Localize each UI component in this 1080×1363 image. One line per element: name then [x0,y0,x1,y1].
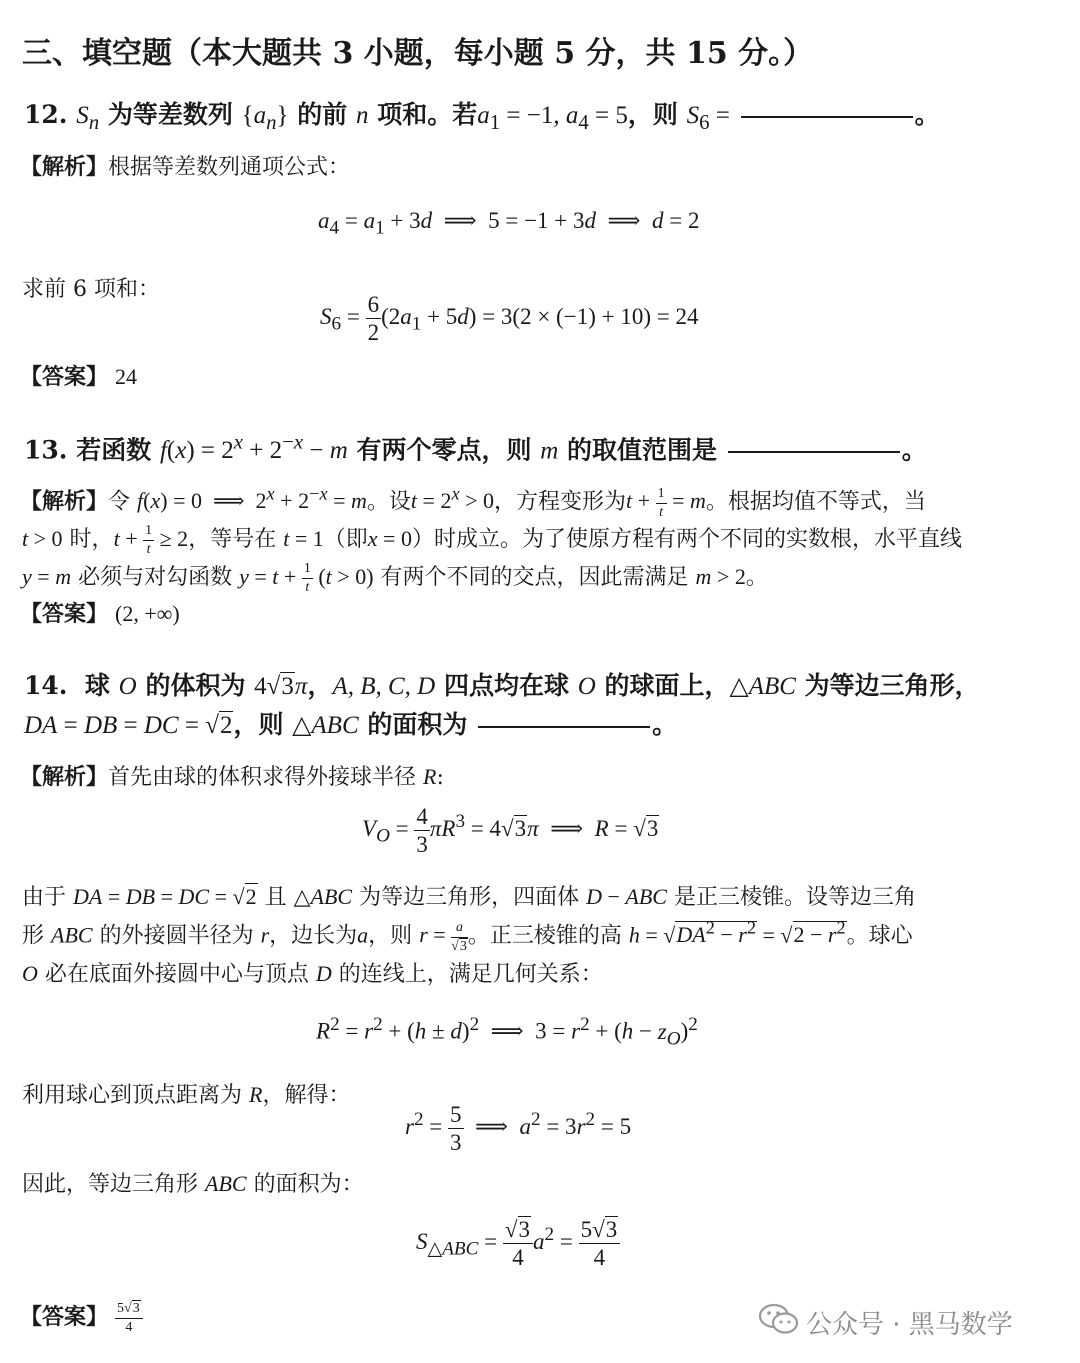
question-13: 13. 若函数 $f(x) = 2^x + 2^{-x} - m$ 有两个零点，则 m 的取值范围是 。 [24,430,927,465]
section-title: 三、填空题（本大题共 3 小题，每小题 5 分，共 15 分。） [22,36,814,71]
question-number: 12. [24,100,68,129]
wechat-icon [758,1302,800,1336]
analysis-line: t > 0 时，t + $\frac{1}{t}$ ≥ 2，等号在 t = 1（即x = 0）时成立。为了使原方程有两个不同的实数根，水平直线 [22,523,962,558]
formula-common-difference: $a_4 = a_1 + 3d$ ⟹ 5 = −1 + 3d ⟹ d = 2 [318,208,700,239]
analysis-label: 【解析】 [20,154,109,180]
analysis-line: O 必在底面外接圆中心与顶点 D 的连线上，满足几何关系： [22,961,603,987]
answer-blank [728,450,900,453]
answer-label: 【答案】 [20,364,109,390]
formula-sum: $S_6$ = $\frac{6}{2}$ $(2a_1 + 5d) = 3(2 \times (-1) + 10) = 24$ [320,292,699,345]
answer-value: $\frac{5√3}{4}$ [115,1302,143,1335]
analysis-line: 【解析】首先由球的体积求得外接球半径 R: [20,764,444,790]
answer-line [20,360,137,391]
formula-sphere-volume: $V_O$ = $\frac{4}{3}$ $\pi R^3 = 4√3\pi$ ⟹ R = √3 [362,804,659,857]
answer-line [20,1300,143,1335]
answer-line [20,597,180,628]
analysis-line: y = m 必须与对勾函数 y = t + $\frac{1}{t}$ (t > 0) 有两个不同的交点，因此需满足 m > 2。 [22,561,768,596]
question-14: 14. 球 O 的体积为 4√3π，A, B, C, D 四点均在球 O 的球面上，△ABC 为等边三角形， [24,671,980,700]
watermark-text: 公众号 · 黑马数学 [806,1310,1013,1340]
answer-label: 【答案】 [20,1304,109,1330]
answer-blank [478,725,650,728]
answer-value: (2, +∞) [115,601,180,626]
analysis-line: 因此，等边三角形 ABC 的面积为： [22,1171,364,1197]
analysis-line: 【解析】根据等差数列通项公式： [20,154,351,180]
answer-blank [741,115,913,118]
question-number: 14. [24,671,68,700]
analysis-line: 【解析】令 f(x) = 0 ⟹ $2^x + 2^{-x} = m$。设$t = 2^x > 0$，方程变形为t + $\frac{1}{t}$ = m。根据均值不等式，当 [20,484,926,520]
answer-label: 【答案】 [20,601,109,627]
question-14-line-2: DA = DB = DC = √2，则 △ABC 的面积为 。 [24,710,678,739]
question-number: 13. [24,435,68,465]
formula-area: $S_{\triangle ABC}$ = $\frac{√3}{4}$ $a^2$ = $\frac{5√3}{4}$ [416,1218,620,1269]
analysis-label: 【解析】 [20,488,109,515]
analysis-line: 由于 DA = DB = DC = √2 且 △ABC 为等边三角形，四面体 D − ABC 是正三棱锥。设等边三角 [22,884,916,910]
question-12: 12. $S_n$ 为等差数列 $\{a_n\}$ 的前 n 项和。若$a_1 = -1$, $a_4 = 5$，则 $S_6$ = 。 [24,100,940,134]
analysis-line: 利用球心到顶点距离为 R，解得： [22,1082,351,1108]
answer-value: 24 [115,364,138,389]
formula-geometry-relation: $R^2 = r^2 + (h \pm d)^2$ ⟹ $3 = r^2 + (h - z_O)^2$ [316,1014,698,1050]
formula-radius: $r^2$ = $\frac{5}{3}$ ⟹ $a^2 = 3r^2 = 5$ [405,1102,632,1155]
analysis-line: 形 ABC 的外接圆半径为 r，边长为a，则 r = $\frac{a}{√3}$ 。正三棱锥的高 $h = √DA^2 - r^2 = √2 - r^2$。球心 [22,918,913,954]
analysis-label: 【解析】 [20,764,109,790]
sum-intro: 求前 6 项和： [22,277,160,302]
